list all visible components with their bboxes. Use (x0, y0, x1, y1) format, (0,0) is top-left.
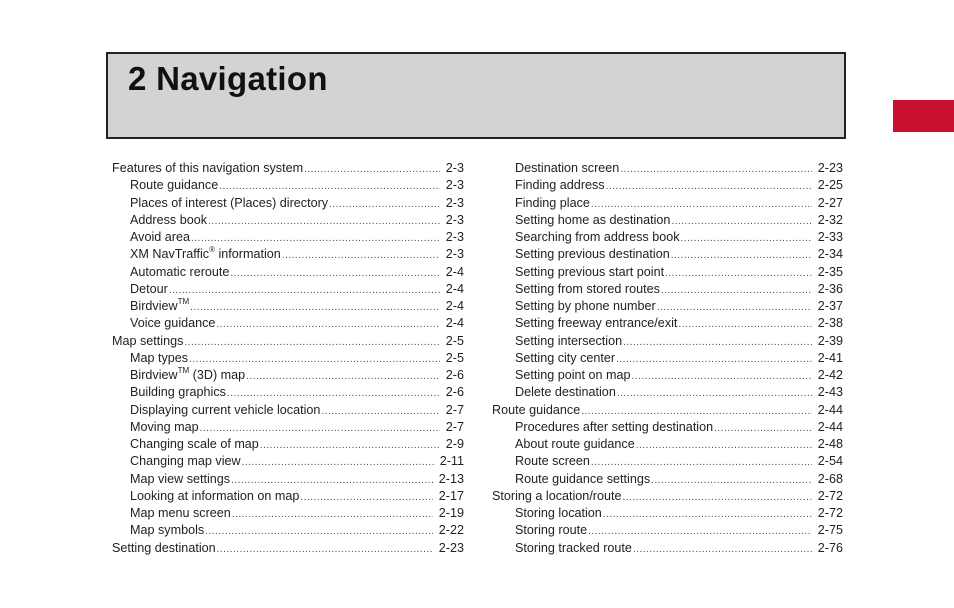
toc-entry-label: Storing route (515, 523, 588, 538)
toc-entry-label: Searching from address book (515, 230, 680, 244)
toc-entry-label: Setting by phone number (515, 299, 656, 313)
dot-leader (246, 367, 440, 385)
toc-page-number: 2-36 (817, 281, 843, 296)
toc-page-number: 2-34 (817, 247, 843, 262)
dot-leader (260, 436, 440, 454)
toc-entry[interactable] (492, 281, 843, 298)
toc-entry[interactable] (492, 229, 843, 246)
toc-entry-label: Displaying current vehicle location (130, 402, 321, 417)
toc-page-number: 2-11 (439, 454, 464, 469)
toc-entry-label: Setting freeway entrance/exit (515, 316, 678, 331)
toc-page-number: 2-5 (445, 350, 464, 365)
dot-leader (581, 402, 812, 420)
trademark-mark: ® (209, 245, 215, 255)
toc-entry-label: Map types (130, 350, 189, 365)
toc-entry-label: Avoid area (130, 230, 190, 244)
toc-entry[interactable] (112, 195, 464, 212)
dot-leader (651, 471, 812, 489)
toc-entry-label: Map view settings (130, 471, 231, 486)
toc-page-number: 2-3 (445, 247, 464, 262)
toc-entry-label: Setting city center (515, 350, 616, 365)
dot-leader (232, 505, 433, 523)
toc-page-number: 2-76 (817, 540, 843, 555)
toc-entry-label: Destination screen (515, 161, 620, 175)
toc-entry[interactable] (492, 212, 843, 229)
dot-leader (184, 333, 439, 351)
dot-leader (219, 177, 440, 195)
toc-entry[interactable] (492, 195, 843, 212)
toc-page-number: 2-72 (817, 506, 843, 520)
toc-entry[interactable] (112, 298, 464, 315)
toc-entry[interactable] (112, 453, 464, 470)
toc-entry[interactable] (112, 315, 464, 332)
dot-leader (632, 367, 812, 385)
dot-leader (208, 212, 440, 230)
chapter-header (106, 52, 846, 139)
toc-entry-label: Delete destination (515, 385, 616, 400)
toc-entry[interactable] (112, 402, 464, 419)
toc-entry-label: Finding address (515, 178, 605, 193)
dot-leader (678, 315, 811, 333)
dot-leader (671, 246, 812, 264)
toc-page-number: 2-4 (445, 299, 464, 313)
toc-page-number: 2-4 (445, 316, 464, 331)
trademark-mark: TM (177, 297, 190, 306)
dot-leader (300, 488, 432, 506)
toc-entry-label: XM NavTraffic® information (130, 245, 281, 262)
toc-entry-label: Address book (130, 212, 208, 227)
dot-leader (714, 419, 812, 437)
toc-entry[interactable] (492, 522, 843, 539)
toc-entry-label: Map menu screen (130, 506, 231, 520)
toc-page-number: 2-3 (445, 230, 464, 244)
toc-entry-label: Setting previous destination (515, 247, 670, 262)
dot-leader (329, 195, 440, 213)
toc-section-entry[interactable] (112, 540, 464, 557)
toc-entry[interactable] (492, 264, 843, 281)
dot-leader (591, 453, 812, 471)
toc-entry[interactable] (492, 419, 843, 436)
dot-leader (231, 471, 433, 489)
toc-entry-label: Changing scale of map (130, 437, 259, 451)
toc-entry-label: Setting previous start point (515, 264, 665, 279)
dot-leader (657, 298, 812, 316)
dot-leader (623, 488, 812, 506)
toc-page-number: 2-43 (817, 385, 843, 400)
toc-page-number: 2-6 (445, 385, 464, 400)
toc-section-entry[interactable] (492, 402, 843, 419)
toc-entry[interactable] (112, 505, 464, 522)
toc-entry-label: Building graphics (130, 385, 226, 400)
dot-leader (189, 350, 440, 368)
toc-page-number: 2-4 (445, 281, 464, 296)
toc-entry[interactable] (492, 160, 843, 177)
toc-entry-label: Route guidance settings (515, 471, 651, 486)
trademark-mark: TM (177, 366, 190, 375)
toc-entry[interactable] (112, 471, 464, 488)
toc-entry-label: Storing tracked route (515, 540, 632, 555)
toc-page-number: 2-13 (438, 471, 464, 486)
toc-page-number: 2-37 (817, 299, 843, 313)
toc-page-number: 2-44 (817, 402, 843, 417)
dot-leader (304, 160, 440, 178)
toc-entry[interactable] (492, 540, 843, 557)
toc-entry[interactable] (112, 367, 464, 384)
chapter-title: 2 Navigation (128, 60, 328, 97)
toc-entry-label: Features of this navigation system (112, 161, 304, 175)
toc-entry-label: Looking at information on map (130, 488, 300, 503)
toc-entry-label: Automatic reroute (130, 264, 230, 279)
toc-entry-label: Setting from stored routes (515, 281, 660, 296)
toc-entry-label: Changing map view (130, 454, 241, 469)
toc-entry-label: Setting intersection (515, 333, 623, 348)
toc-column-right (492, 160, 843, 557)
dot-leader (230, 264, 439, 282)
dot-leader (242, 453, 434, 471)
toc-entry-label: Places of interest (Places) directory (130, 195, 329, 210)
toc-entry-label: Detour (130, 281, 168, 296)
toc-entry[interactable] (112, 419, 464, 436)
toc-entry[interactable] (492, 333, 843, 350)
toc-entry[interactable] (112, 350, 464, 367)
toc-entry[interactable] (492, 315, 843, 332)
toc-page-number: 2-19 (438, 506, 464, 520)
dot-leader (321, 402, 439, 420)
toc-page-number: 2-6 (445, 368, 464, 382)
dot-leader (591, 195, 812, 213)
toc-entry[interactable] (112, 436, 464, 453)
toc-section-entry[interactable] (112, 160, 464, 177)
toc-entry-label: Storing location (515, 506, 602, 520)
toc-page-number: 2-9 (445, 437, 464, 451)
toc-page-number: 2-17 (438, 488, 464, 503)
toc-entry-label: Voice guidance (130, 316, 216, 331)
toc-page-number: 2-32 (817, 212, 843, 227)
chapter-tab-marker (893, 100, 954, 132)
toc-entry[interactable] (112, 264, 464, 281)
dot-leader (636, 436, 812, 454)
dot-leader (661, 281, 812, 299)
toc-entry-label: Route screen (515, 454, 590, 469)
dot-leader (227, 384, 440, 402)
toc-entry-label: Moving map (130, 419, 199, 434)
dot-leader (681, 229, 812, 247)
dot-leader (616, 350, 812, 368)
toc-entry[interactable] (492, 350, 843, 367)
dot-leader (216, 315, 439, 333)
toc-entry-label: Procedures after setting destination (515, 419, 714, 434)
toc-entry[interactable] (112, 488, 464, 505)
toc-page-number: 2-44 (817, 419, 843, 434)
dot-leader (665, 264, 812, 282)
toc-entry[interactable] (112, 212, 464, 229)
toc-entry[interactable] (492, 453, 843, 470)
toc-column-left (112, 160, 464, 557)
toc-page-number: 2-7 (445, 419, 464, 434)
toc-page-number: 2-68 (817, 471, 843, 486)
dot-leader (603, 505, 812, 523)
toc-page-number: 2-72 (817, 488, 843, 503)
dot-leader (217, 540, 433, 558)
dot-leader (191, 229, 440, 247)
toc-entry-label: Setting destination (112, 540, 216, 555)
toc-entry-label: Map settings (112, 333, 184, 348)
toc-entry[interactable] (492, 246, 843, 263)
dot-leader (671, 212, 811, 230)
toc-page-number: 2-25 (817, 178, 843, 193)
dot-leader (623, 333, 812, 351)
toc-page-number: 2-3 (445, 195, 464, 210)
dot-leader (588, 522, 812, 540)
toc-page-number: 2-22 (438, 523, 464, 538)
toc-entry[interactable] (492, 367, 843, 384)
toc-page-number: 2-3 (445, 178, 464, 193)
dot-leader (205, 522, 433, 540)
toc-page-number: 2-23 (817, 161, 843, 175)
dot-leader (617, 384, 812, 402)
toc-entry-label: Route guidance (130, 178, 219, 193)
dot-leader (282, 246, 440, 264)
toc-section-entry[interactable] (112, 333, 464, 350)
toc-entry[interactable] (112, 281, 464, 298)
toc-entry-label: Birdview™ (3D) map (130, 366, 246, 382)
dot-leader (200, 419, 440, 437)
toc-page-number: 2-41 (817, 350, 843, 365)
toc-page-number: 2-38 (817, 316, 843, 331)
toc-entry-label: Birdview™ (130, 297, 190, 313)
dot-leader (190, 298, 440, 316)
toc-page-number: 2-4 (445, 264, 464, 279)
toc-entry[interactable] (112, 246, 464, 263)
toc-page-number: 2-35 (817, 264, 843, 279)
toc-entry[interactable] (492, 471, 843, 488)
toc-entry[interactable] (112, 384, 464, 401)
toc-page-number: 2-27 (817, 195, 843, 210)
dot-leader (606, 177, 812, 195)
toc-entry[interactable] (492, 177, 843, 194)
toc-entry[interactable] (492, 298, 843, 315)
toc-entry-label: About route guidance (515, 437, 635, 451)
toc-entry[interactable] (112, 177, 464, 194)
toc-page-number: 2-75 (817, 523, 843, 538)
toc-entry[interactable] (492, 505, 843, 522)
dot-leader (620, 160, 811, 178)
toc-page-number: 2-7 (445, 402, 464, 417)
toc-entry-label: Setting home as destination (515, 212, 671, 227)
dot-leader (169, 281, 440, 299)
toc-page-number: 2-3 (445, 212, 464, 227)
toc-entry[interactable] (492, 384, 843, 401)
toc-page-number: 2-23 (438, 540, 464, 555)
toc-entry-label: Route guidance (492, 402, 581, 417)
toc-entry-label: Finding place (515, 195, 590, 210)
toc-entry-label: Map symbols (130, 523, 205, 538)
toc-entry-label: Storing a location/route (492, 488, 622, 503)
toc-page-number: 2-3 (445, 161, 464, 175)
toc-page-number: 2-39 (817, 333, 843, 348)
toc-entry-label: Setting point on map (515, 368, 631, 382)
toc-page-number: 2-54 (817, 454, 843, 469)
toc-entry[interactable] (112, 229, 464, 246)
toc-page-number: 2-33 (817, 230, 843, 244)
toc-section-entry[interactable] (492, 488, 843, 505)
toc-page-number: 2-5 (445, 333, 464, 348)
toc-page-number: 2-42 (817, 368, 843, 382)
toc-entry[interactable] (492, 436, 843, 453)
toc-page-number: 2-48 (817, 437, 843, 451)
toc-entry[interactable] (112, 522, 464, 539)
dot-leader (633, 540, 812, 558)
